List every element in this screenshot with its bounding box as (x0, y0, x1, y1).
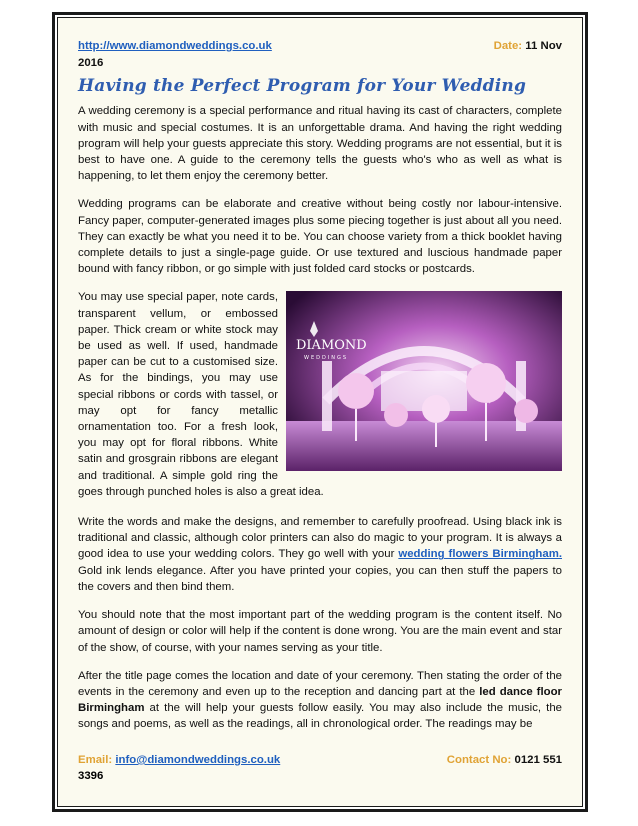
photo-logo-sub: WEDDINGS (304, 355, 349, 362)
paragraph-4-text-end: Gold ink lends elegance. After you have printed your copies, you can then stuff the papers to the covers and then bind them. (78, 564, 562, 593)
paragraph-6-text-start: After the title page comes the location and date of your ceremony. Then stating the order of the events in the ceremony and even up to the reception and dancing part at the (78, 669, 562, 698)
email-label: Email: (78, 754, 113, 766)
email-block (78, 752, 280, 768)
header-row (78, 38, 562, 54)
paragraph-3 (78, 289, 562, 500)
date-label: Date: (493, 40, 523, 52)
date-year: 2016 (78, 57, 104, 70)
wedding-flowers-link[interactable]: wedding flowers Birmingham. (398, 548, 562, 561)
date-value: 11 Nov (525, 40, 562, 52)
paragraph-2: Wedding programs can be elaborate and creative without being costly nor labour-intensive. Fancy paper, computer-generated images plus some piecing together is just about all you need. They can exactly be what you need it to be. You can choose variety from a thick booklet having complete details to just a single-page guide. Or use textured and luscious handmade paper bound with fancy ribbon, or go simple with just folded card stocks or postcards. (78, 198, 562, 276)
paragraph-3-text: You may use special paper, note cards, transparent vellum, or embossed paper. Thick cream or white stock may be used as well. If used, handmade paper can be cut to a customised size. As for the bindings, you may use special ribbons or cords with tassel, or may opt for fancy metallic ornamentation too. For a fresh look, you may opt for floral ribbons. White satin and grosgrain ribbons are elegant and traditional. A simple gold ring the goes through punched holes is also a great idea. (78, 291, 324, 498)
paragraph-4-text-start: Write the words and make the designs, and remember to carefully proofread. Using black ink is traditional and classic, although color printers can also do magic to your program. It is always a good idea to use your wedding colors. They go well with your (78, 516, 562, 561)
paragraph-6 (78, 668, 562, 733)
footer-row (78, 752, 562, 768)
photo-logo-text: DIAMOND (296, 338, 367, 354)
contact-block (447, 752, 562, 768)
email-link[interactable]: info@diamondweddings.co.uk (115, 754, 281, 766)
contact-value-continued: 3396 (78, 770, 104, 782)
document-content (78, 38, 562, 745)
paragraph-1: A wedding ceremony is a special performance and ritual having its cast of characters, complete with music and special costumes. It is an unforgettable drama. And having the right wedding program will help your guests appreciate this story. Wedding programs are not essential, but it is best to have one. A guide to the ceremony tells the guests who's who as well as what is happening, to let them enjoy the ceremony better. (78, 105, 562, 183)
website-link[interactable]: http://www.diamondweddings.co.uk (78, 40, 272, 52)
wedding-stage-photo (286, 291, 562, 471)
paragraph-4 (78, 514, 562, 595)
paragraph-6-text-end: at the will help your guests follow easily. You may also include the music, the songs and poems, as well as the readings, all in chronological order. The readings may be (78, 702, 562, 731)
contact-label: Contact No: (446, 754, 512, 766)
footer (78, 752, 562, 784)
paragraph-5: You should note that the most important part of the wedding program is the content itself. No amount of design or color will help if the content is done wrong. You are the main event and star of the show, of course, with your names serving as your title. (78, 609, 562, 654)
wedding-stage-illustration (286, 291, 562, 471)
contact-value: 0121 551 (514, 754, 562, 766)
paragraph-6-bold: led dance floor Birmingham (78, 685, 562, 715)
page-title: Having the Perfect Program for Your Wedding (78, 76, 527, 97)
date-block (494, 38, 562, 54)
